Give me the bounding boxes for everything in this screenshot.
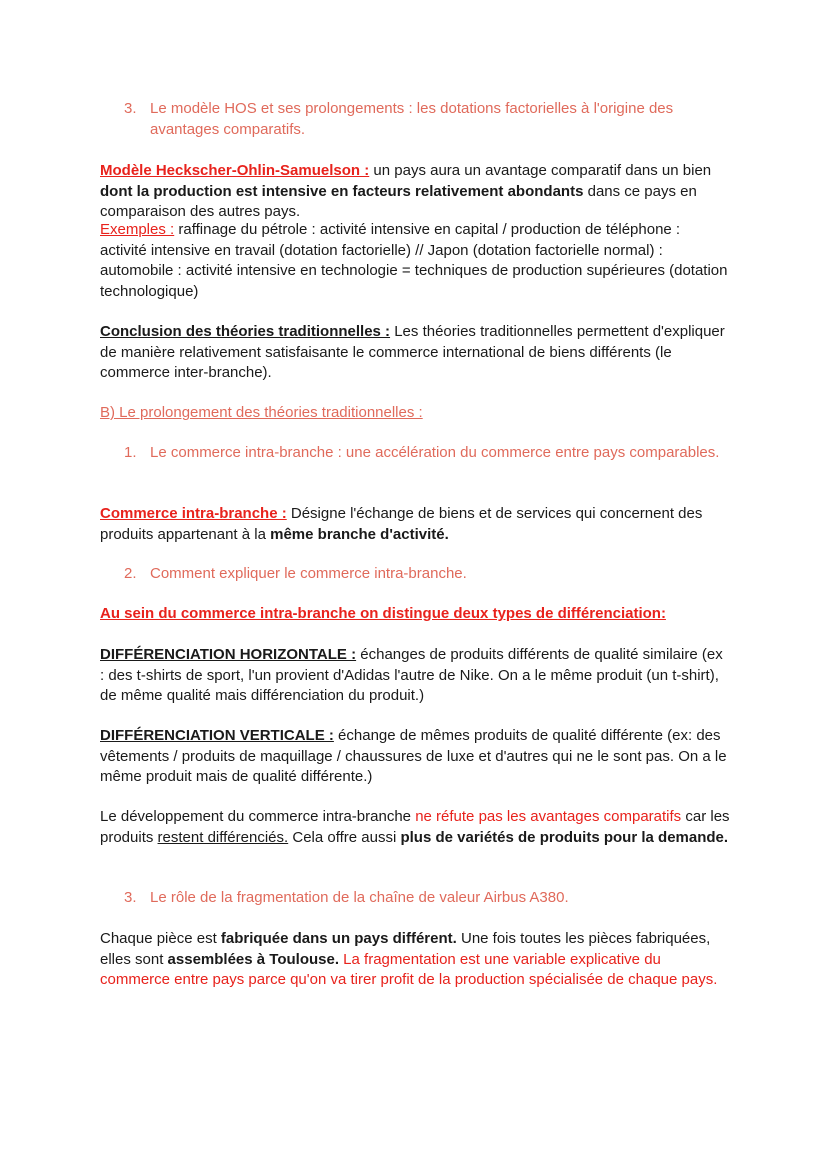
paragraph-developpement	[100, 807, 730, 848]
bold-run: fabriquée dans un pays différent.	[220, 930, 457, 947]
list-number: 3.	[124, 889, 137, 906]
text-run: un pays aura un avantage comparatif dans un bien	[369, 162, 712, 179]
red-run: La fragmentation est une variable explicative du commerce entre pays parce qu'on va tirer profit de la production spécialisée de chaque pays.	[100, 950, 718, 988]
list-number: 3.	[124, 100, 137, 117]
text-run: échanges de produits différents de qualité similaire (ex : des t-shirts de sport, l'un provient d'Adidas l'autre de Nike. On a le même produit (un t-shirt), de même qualité mais différenciation du produit.)	[100, 646, 723, 704]
list-item-airbus	[124, 888, 724, 909]
text-run: Les théories traditionnelles permettent d'expliquer de manière relativement satisfaisante le commerce international de biens différents (le commerce inter-branche).	[100, 323, 725, 381]
list-text: Le rôle de la fragmentation de la chaîne de valeur Airbus A380.	[150, 889, 569, 906]
list-number: 2.	[124, 565, 137, 582]
term-label-exemples: Exemples :	[100, 221, 175, 238]
paragraph-conclusion	[100, 322, 730, 384]
bold-run: dont la production est intensive en facteurs relativement abondants	[100, 182, 584, 200]
text-run: Cela offre aussi	[288, 828, 401, 846]
term-label-intra: Commerce intra-branche :	[100, 505, 287, 522]
paragraph-au-sein	[100, 604, 730, 625]
paragraph-horizontale	[100, 645, 730, 707]
section-heading-b	[100, 403, 730, 424]
list-item-comment	[124, 564, 724, 585]
paragraph-exemples	[100, 220, 730, 302]
list-text: Comment expliquer le commerce intra-branche.	[150, 565, 467, 582]
heading-text: Au sein du commerce intra-branche on distingue deux types de différenciation:	[100, 605, 666, 622]
red-run: ne réfute pas les avantages comparatifs	[415, 808, 682, 825]
list-number: 1.	[124, 444, 137, 461]
bold-run: plus de variétés de produits pour la demande.	[400, 828, 729, 846]
text-run: Chaque pièce est	[100, 930, 221, 947]
text-run: Le développement du commerce intra-branche	[100, 808, 416, 825]
paragraph-piece	[100, 929, 730, 991]
paragraph-intra	[100, 504, 730, 545]
paragraph-verticale	[100, 726, 730, 788]
underline-run: restent différenciés.	[157, 828, 289, 846]
list-text: Le modèle HOS et ses prolongements : les dotations factorielles à l'origine des avantages comparatifs.	[150, 100, 674, 138]
text-run: raffinage du pétrole : activité intensive en capital / production de téléphone : activité intensive en travail (dotation factorielle) // Japon (dotation factorielle normal) : automobile : activité intensive en technologie = techniques de production supérieures (dotation technologique)	[100, 221, 728, 300]
bold-run: même branche d'activité.	[270, 525, 449, 543]
text-run: car les produits	[100, 808, 730, 846]
text-run: échange de mêmes produits de qualité différente (ex: des vêtements / produits de maquillage / chaussures de luxe et d'autres qui ne le sont pas. On a le même produit mais de qualité différente.)	[100, 727, 727, 785]
text-run: dans ce pays en comparaison des autres pays.	[100, 182, 697, 220]
paragraph-hos	[100, 161, 730, 223]
list-item-hos-title	[124, 99, 724, 140]
list-text: Le commerce intra-branche : une accélération du commerce entre pays comparables.	[150, 444, 720, 461]
text-run: Désigne l'échange de biens et de services qui concernent des produits appartenant à la	[100, 505, 703, 543]
term-label-conclusion: Conclusion des théories traditionnelles :	[100, 323, 391, 340]
heading-text: B) Le prolongement des théories traditionnelles :	[100, 404, 423, 421]
term-label-verticale: DIFFÉRENCIATION VERTICALE :	[100, 727, 334, 744]
term-label-hos: Modèle Heckscher-Ohlin-Samuelson :	[100, 162, 370, 179]
bold-run: assemblées à Toulouse.	[167, 950, 340, 968]
list-item-intra	[124, 443, 724, 464]
term-label-horizontale: DIFFÉRENCIATION HORIZONTALE :	[100, 646, 357, 663]
text-run: Une fois toutes les pièces fabriquées, elles sont	[100, 930, 711, 968]
